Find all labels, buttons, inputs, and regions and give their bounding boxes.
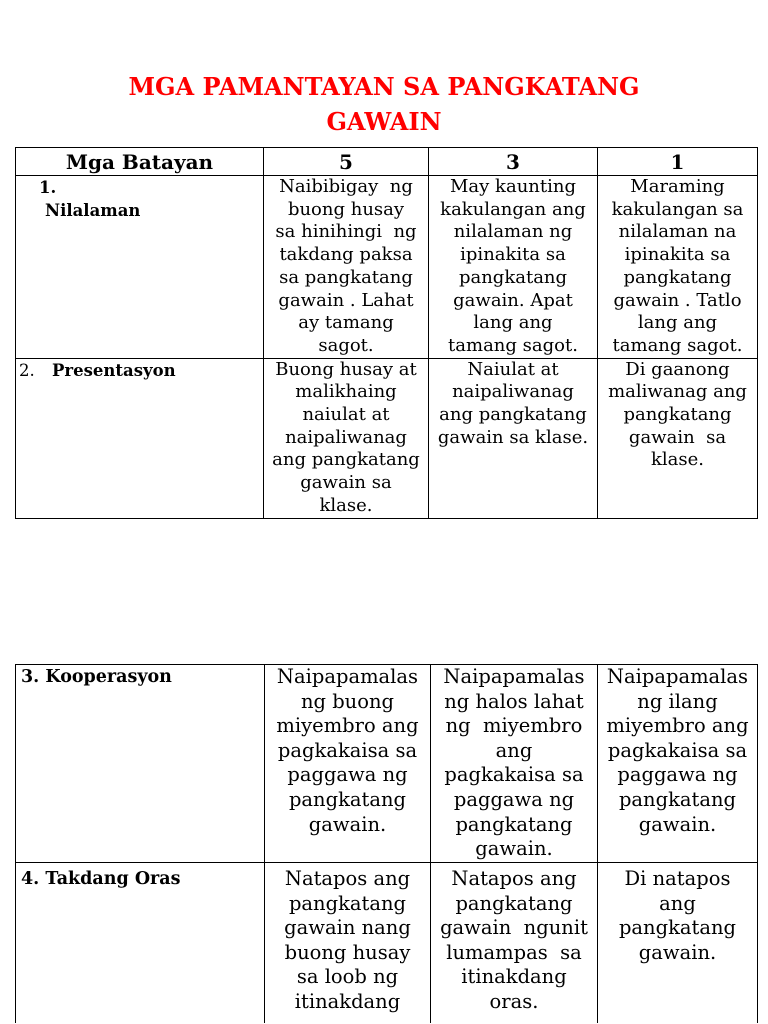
score-1-description: Di natapos ang pangkatang gawain. (598, 863, 758, 1023)
criterion-number: 2. (19, 360, 35, 380)
criterion-cell (16, 176, 264, 359)
criterion-number: 4. (21, 869, 40, 889)
criterion-number: 3. (21, 667, 40, 687)
score-5-description: Naipapamalas ng buong miyembro ang pagkakaisa sa paggawa ng pangkatang gawain. (265, 665, 431, 863)
score-1-description: Maraming kakulangan sa nilalaman na ipinakita sa pangkatang gawain . Tatlo lang ang tamang sagot. (598, 176, 758, 359)
rubric-row-kooperasyon (16, 665, 758, 863)
header-score-1: 1 (598, 148, 758, 176)
score-3-description: Natapos ang pangkatang gawain ngunit lumampas sa itinakdang oras. (431, 863, 598, 1023)
rubric-header-row (16, 148, 758, 176)
rubric-table-part-2 (15, 664, 758, 1023)
criterion-cell (16, 863, 265, 1023)
header-score-5: 5 (264, 148, 429, 176)
rubric-row-takdang-oras (16, 863, 758, 1023)
title-line-2: GAWAIN (326, 107, 442, 136)
rubric-row-presentasyon (16, 358, 758, 518)
score-3-description: Naipapamalas ng halos lahat ng miyembro ang pagkakaisa sa paggawa ng pangkatang gawain. (431, 665, 598, 863)
criterion-label: Kooperasyon (45, 667, 172, 687)
rubric-table-part-1 (15, 147, 758, 519)
score-1-description: Naipapamalas ng ilang miyembro ang pagkakaisa sa paggawa ng pangkatang gawain. (598, 665, 758, 863)
criterion-cell (16, 665, 265, 863)
score-5-description: Natapos ang pangkatang gawain nang buong husay sa loob ng itinakdang (265, 863, 431, 1023)
score-3-description: May kaunting kakulangan ang nilalaman ng ipinakita sa pangkatang gawain. Apat lang ang tamang sagot. (429, 176, 598, 359)
score-1-description: Di gaanong maliwanag ang pangkatang gawain sa klase. (598, 358, 758, 518)
criterion-label: Nilalaman (45, 201, 141, 220)
header-criteria: Mga Batayan (16, 148, 264, 176)
criterion-number: 1. (39, 178, 57, 197)
criterion-label: Takdang Oras (45, 869, 181, 889)
criterion-label: Presentasyon (52, 360, 176, 380)
document-title (0, 69, 768, 139)
header-score-3: 3 (429, 148, 598, 176)
criterion-cell (16, 358, 264, 518)
rubric-row-nilalaman (16, 176, 758, 359)
score-5-description: Buong husay at malikhaing naiulat at naipaliwanag ang pangkatang gawain sa klase. (264, 358, 429, 518)
title-line-1: MGA PAMANTAYAN SA PANGKATANG (128, 72, 640, 101)
score-5-description: Naibibigay ng buong husay sa hinihingi ng takdang paksa sa pangkatang gawain . Lahat ay tamang sagot. (264, 176, 429, 359)
score-3-description: Naiulat at naipaliwanag ang pangkatang gawain sa klase. (429, 358, 598, 518)
